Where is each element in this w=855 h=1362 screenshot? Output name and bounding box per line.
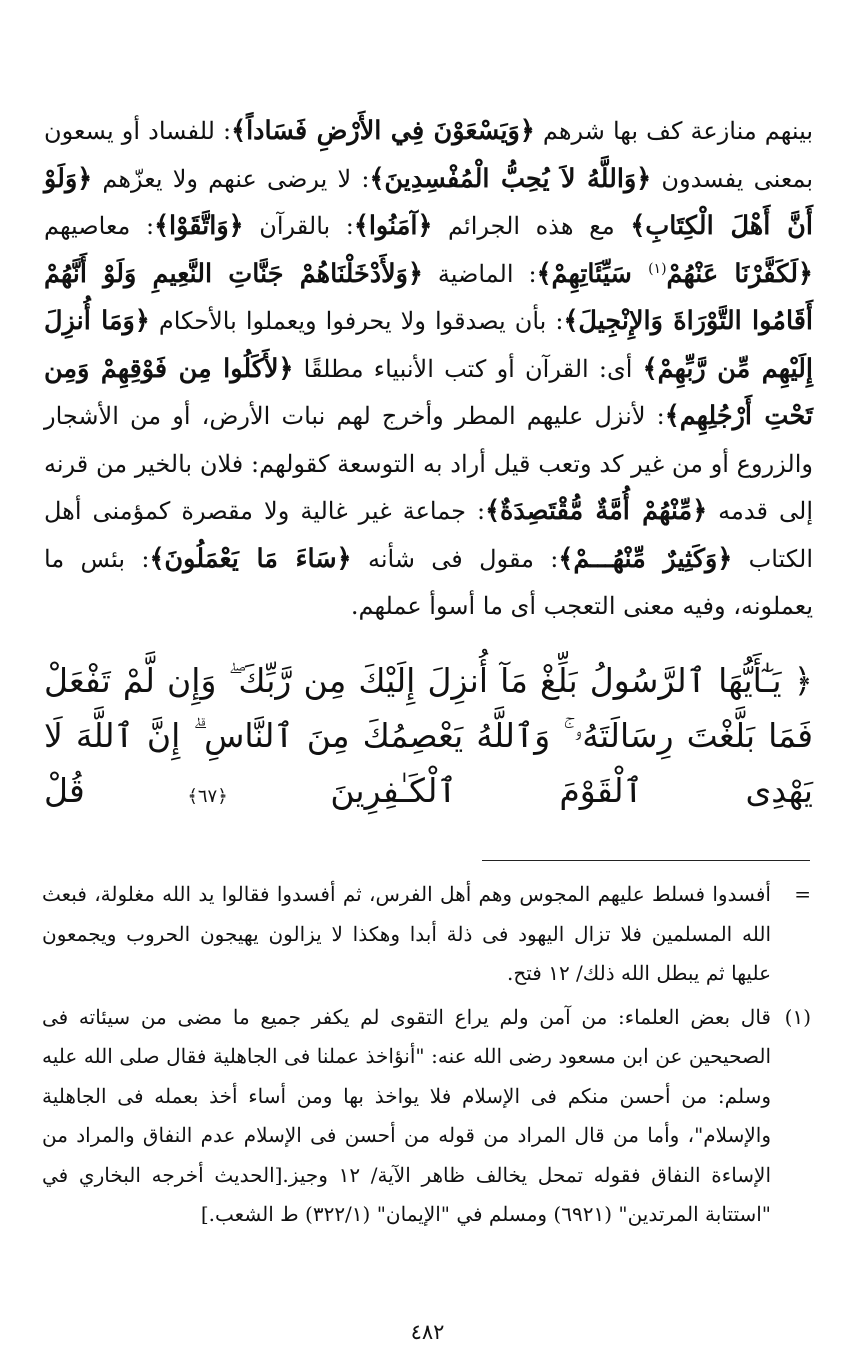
commentary-text: : بأن يصدقوا ولا يحرفوا ويعملوا بالأحكام [149,307,564,335]
commentary-text: أى: القرآن أو كتب الأنبياء مطلقًا [293,354,643,383]
quran-quote: ﴿وَاتَّقَوْا﴾ [154,211,244,241]
commentary-text: : الماضية [422,259,537,288]
footnote-separator-line [482,860,810,861]
footnote-text: قال بعض العلماء: من آمن ولم يراع التقوى لم يكفر جميع ما مضى من سيئاته فى الصحيحين عن ابن مسعود رضى الله عنه: "أنؤاخذ عملنا فى الجاهلية فقال صلى الله عليه وسلم: من أحسن منكم فى الإسلام فلا يواخذ بها ومن أساء أخذ بعمله فى الجاهلية والإسلام"، وأما من قال المراد من قوله من أحسن فى الإسلام عدم النفاق والمراد من الإساءة النفاق فقوله تمحل يخالف ظاهر الآية/ ١٢ وجيز.[الحديث أخرجه البخاري في "استتابة المرتدين" (٦٩٢١) ومسلم في "الإيمان" (٣٢٢/١) ط الشعب.] [42,1004,772,1226]
quran-quote: ﴿مِّنْهُمْ أُمَّةٌ مُّقْتَصِدَةٌ﴾ [485,496,708,526]
commentary-text: : مقول فى شأنه [351,544,559,573]
commentary-text: : بئس ما يعملونه، وفيه معنى التعجب أى ما أسوأ عملهم. [44,544,813,620]
footnote-1 [42,998,811,1235]
page-number: ٤٨٢ [410,1320,445,1344]
verse-number-marker: ﴿٦٧﴾ [187,785,228,807]
commentary-text: : جماعة غير غالية ولا مقصرة كمؤمنى أهل الكتاب [44,497,813,573]
quran-verse-block [44,653,813,824]
commentary-text: مع هذه الجرائم [432,212,631,240]
verse-continuation: قُلْ [44,770,85,810]
verse-text: ﴿ يَـٰٓأَيُّهَا ٱلرَّسُولُ بَلِّغْ مَآ أُنزِلَ إِلَيْكَ مِن رَّبِّكَ ۖ وَإِن لَّمْ تَفْعَلْ فَمَا بَلَّغْتَ رِسَالَتَهُۥ ۚ وَٱللَّهُ يَعْصِمُكَ مِنَ ٱلنَّاسِ ۗ إِنَّ ٱللَّهَ لَا يَهْدِى ٱلْقَوْمَ ٱلْكَـٰفِرِينَ [44,660,813,810]
commentary-text: : للفساد أو يسعون بمعنى يفسدون [44,117,814,193]
footnote-reference: (١) [648,260,667,277]
quran-quote: ﴿وَلَوْ أَنَّ أَهْلَ الْكِتَابِ﴾ [44,163,813,241]
footnote-text: أفسدوا فسلط عليهم المجوس وهم أهل الفرس، ثم أفسدوا فقالوا يد الله مغلولة، فبعث الله المسلمين فلا تزال اليهود فى ذلة أبدا وهكذا لا يزالون يهيجون الحروب ويجمعون عليها ثم يبطل الله ذلك/ ١٢ فتح. [42,882,771,985]
quran-quote: ﴿وَلأَدْخَلْنَاهُمْ جَنَّاتِ النَّعِيمِ وَلَوْ أَنَّهُمْ أَقَامُوا التَّوْرَاةَ وَالإِنْجِيلَ﴾ [44,258,814,336]
quran-quote: ﴿لَكَفَّرْنَا عَنْهُمْ [666,258,813,289]
commentary-text: : لا يرضى عنهم ولا يعزّهم [92,164,370,193]
commentary-text: : لأنزل عليهم المطر وأخرج لهم نبات الأرض، أو من الأشجار والزروع أو من غير كد وتعب قيل أراد به التوسعة كقولهم: فلان بالخير من قرنه إلى قدمه [44,402,813,525]
commentary-text: : معاصيهم [44,212,155,240]
footnotes-section [42,875,811,1239]
commentary-paragraph [44,108,813,631]
quran-quote: ﴿لأَكَلُوا مِن فَوْقِهِمْ وَمِن تَحْتِ أَرْجُلِهِم﴾ [44,353,813,431]
footnote-continuation [42,875,811,994]
quran-quote: ﴿سَاءَ مَا يَعْمَلُونَ﴾ [149,543,352,574]
footnote-marker: = [794,882,811,906]
quran-quote: ﴿وَكَثِيرٌ مِّنْهُـــمْ﴾ [558,543,733,574]
footnote-marker: (١) [784,1004,811,1029]
quran-quote: ﴿وَمَا أُنزِلَ إِلَيْهِم مِّن رَّبِّهِمْ﴾ [44,306,813,384]
quran-quote: ﴿وَيَسْعَوْنَ فِي الأَرْضِ فَسَاداً﴾ [231,116,535,146]
quran-quote: ﴿آمَنُوا﴾ [353,211,433,241]
commentary-text: بينهم منازعة كف بها شرهم [534,117,813,145]
commentary-text: : بالقرآن [243,212,354,240]
quran-quote: سَيِّئَاتِهِمْ﴾ [536,258,649,289]
quran-quote: ﴿وَاللَّهُ لاَ يُحِبُّ الْمُفْسِدِينَ﴾ [369,163,652,194]
